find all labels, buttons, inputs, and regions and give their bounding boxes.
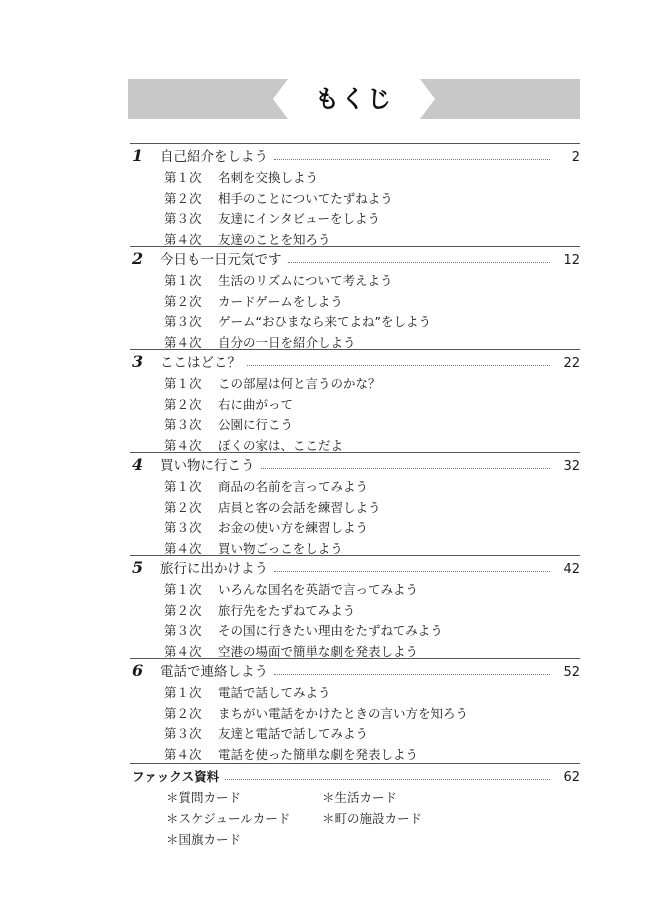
lesson-number: 第４次 [164,334,202,350]
lesson-item[interactable] [164,374,381,392]
chapter-divider [130,143,580,144]
lesson-number: 第２次 [164,190,202,206]
lesson-number: 第１次 [164,685,202,700]
lesson-title: お金の使い方を練習しよう [218,520,369,536]
lesson-number: 第４次 [164,437,202,453]
lesson-number: 第２次 [164,396,202,412]
chapter-divider [130,658,580,659]
lesson-number: 第４次 [164,746,202,762]
fax-row[interactable] [132,765,580,785]
lesson-title: 空港の場面で簡単な劇を発表しよう [218,643,419,659]
lesson-title: 名刺を交換しよう [218,170,319,185]
lesson-title: まちがい電話をかけたときの言い方を知ろう [218,705,469,721]
lesson-item[interactable] [164,745,418,763]
lesson-item[interactable] [164,395,293,413]
chapter-number: 4 [132,455,144,474]
lesson-title: 自分の一日を紹介しよう [218,334,356,350]
lesson-item[interactable] [164,601,355,619]
page-number: 52 [563,665,580,680]
lesson-number: 第４次 [164,540,202,556]
fax-card-item: ＊国旗カード [166,832,242,847]
lesson-title: カードゲームをしよう [218,293,343,309]
chapter-title: ここはどこ？ [160,355,241,371]
lesson-title: その国に行きたい理由をたずねてみよう [218,623,443,639]
lesson-title: 右に曲がって [218,396,294,412]
leader-dots [288,261,551,263]
lesson-title: ぼくの家は、ここだよ [218,437,344,453]
chapter-title: 旅行に出かけよう [160,561,268,577]
chapter-number: 3 [132,352,144,371]
chapter-row[interactable] [160,454,580,474]
fax-card-item: ＊質問カード [166,790,242,805]
chapter-row[interactable] [160,660,580,680]
lesson-item[interactable] [164,271,393,289]
lesson-title: 友達のことを知ろう [218,231,331,247]
chapter-number: 2 [132,249,144,268]
chapter-number: 5 [132,558,144,577]
leader-dots [274,570,550,572]
chapter-divider [130,246,580,247]
lesson-item[interactable] [164,312,431,330]
lesson-item[interactable] [164,292,343,310]
lesson-title: 買い物ごっこをしよう [218,540,343,556]
page-number: 2 [571,150,580,165]
lesson-title: 友達と電話で話してみよう [218,726,369,742]
chapter-title: 電話で連絡しよう [160,664,268,680]
chapter-row[interactable] [160,351,580,371]
leader-dots [225,778,550,780]
lesson-title: ゲーム“おひまなら来てよね”をしよう [218,314,431,330]
lesson-item[interactable] [164,580,418,598]
lesson-number: 第１次 [164,170,202,185]
lesson-number: 第１次 [164,582,202,597]
lesson-number: 第３次 [164,417,202,433]
fax-title: ファックス資料 [132,769,220,784]
lesson-number: 第１次 [164,479,202,494]
lesson-number: 第１次 [164,376,202,391]
lesson-number: 第２次 [164,293,202,309]
leader-dots [261,467,551,469]
section-divider [130,763,580,764]
page-title: もくじ [315,85,393,113]
lesson-number: 第３次 [164,314,202,330]
lesson-item[interactable] [164,189,393,207]
chapter-divider [130,452,580,453]
lesson-item[interactable] [164,621,443,639]
lesson-item[interactable] [164,477,368,495]
fax-card-item: ＊生活カード [322,790,398,805]
lesson-title: 電話で話してみよう [218,685,331,700]
lesson-title: この部屋は何と言うのかな？ [218,376,381,391]
chapter-divider [130,555,580,556]
lesson-item[interactable] [164,518,368,536]
page-number: 22 [563,356,580,371]
lesson-number: 第４次 [164,643,202,659]
lesson-number: 第２次 [164,705,202,721]
lesson-item[interactable] [164,724,368,742]
page-number: 42 [563,562,580,577]
chapter-title: 自己紹介をしよう [160,149,268,165]
lesson-title: 商品の名前を言ってみよう [218,479,369,494]
page-number: 62 [563,770,580,785]
lesson-item[interactable] [164,415,293,433]
lesson-number: 第３次 [164,726,202,742]
chapter-row[interactable] [160,248,580,268]
fax-card-item: ＊町の施設カード [322,811,423,826]
lesson-number: 第２次 [164,499,202,515]
chapter-row[interactable] [160,557,580,577]
lesson-item[interactable] [164,683,331,701]
chapter-title: 今日も一日元気です [160,252,282,268]
chapter-number: 1 [132,146,144,165]
lesson-title: 生活のリズムについて考えよう [218,273,393,288]
lesson-number: 第３次 [164,623,202,639]
lesson-number: 第４次 [164,231,202,247]
lesson-number: 第３次 [164,520,202,536]
chapter-number: 6 [132,661,144,680]
lesson-title: 旅行先をたずねてみよう [218,602,356,618]
chapter-title: 買い物に行こう [160,458,255,474]
lesson-title: 店員と客の会話を練習しよう [218,499,381,515]
lesson-item[interactable] [164,209,380,227]
fax-card-item: ＊スケジュールカード [166,811,291,826]
leader-dots [274,158,550,160]
lesson-number: 第１次 [164,273,202,288]
lesson-title: 電話を使った簡単な劇を発表しよう [218,746,419,762]
page-number: 32 [563,459,580,474]
lesson-item[interactable] [164,498,381,516]
title-banner [128,79,580,119]
lesson-title: いろんな国名を英語で言ってみよう [218,582,419,597]
lesson-title: 友達にインタビューをしよう [218,211,381,227]
leader-dots [274,673,550,675]
lesson-number: 第２次 [164,602,202,618]
lesson-item[interactable] [164,168,318,186]
lesson-number: 第３次 [164,211,202,227]
chapter-row[interactable] [160,145,580,165]
chapter-divider [130,349,580,350]
lesson-item[interactable] [164,704,468,722]
lesson-title: 公園に行こう [218,417,294,433]
leader-dots [247,364,550,366]
lesson-title: 相手のことについてたずねよう [218,190,393,206]
page-number: 12 [563,253,580,268]
